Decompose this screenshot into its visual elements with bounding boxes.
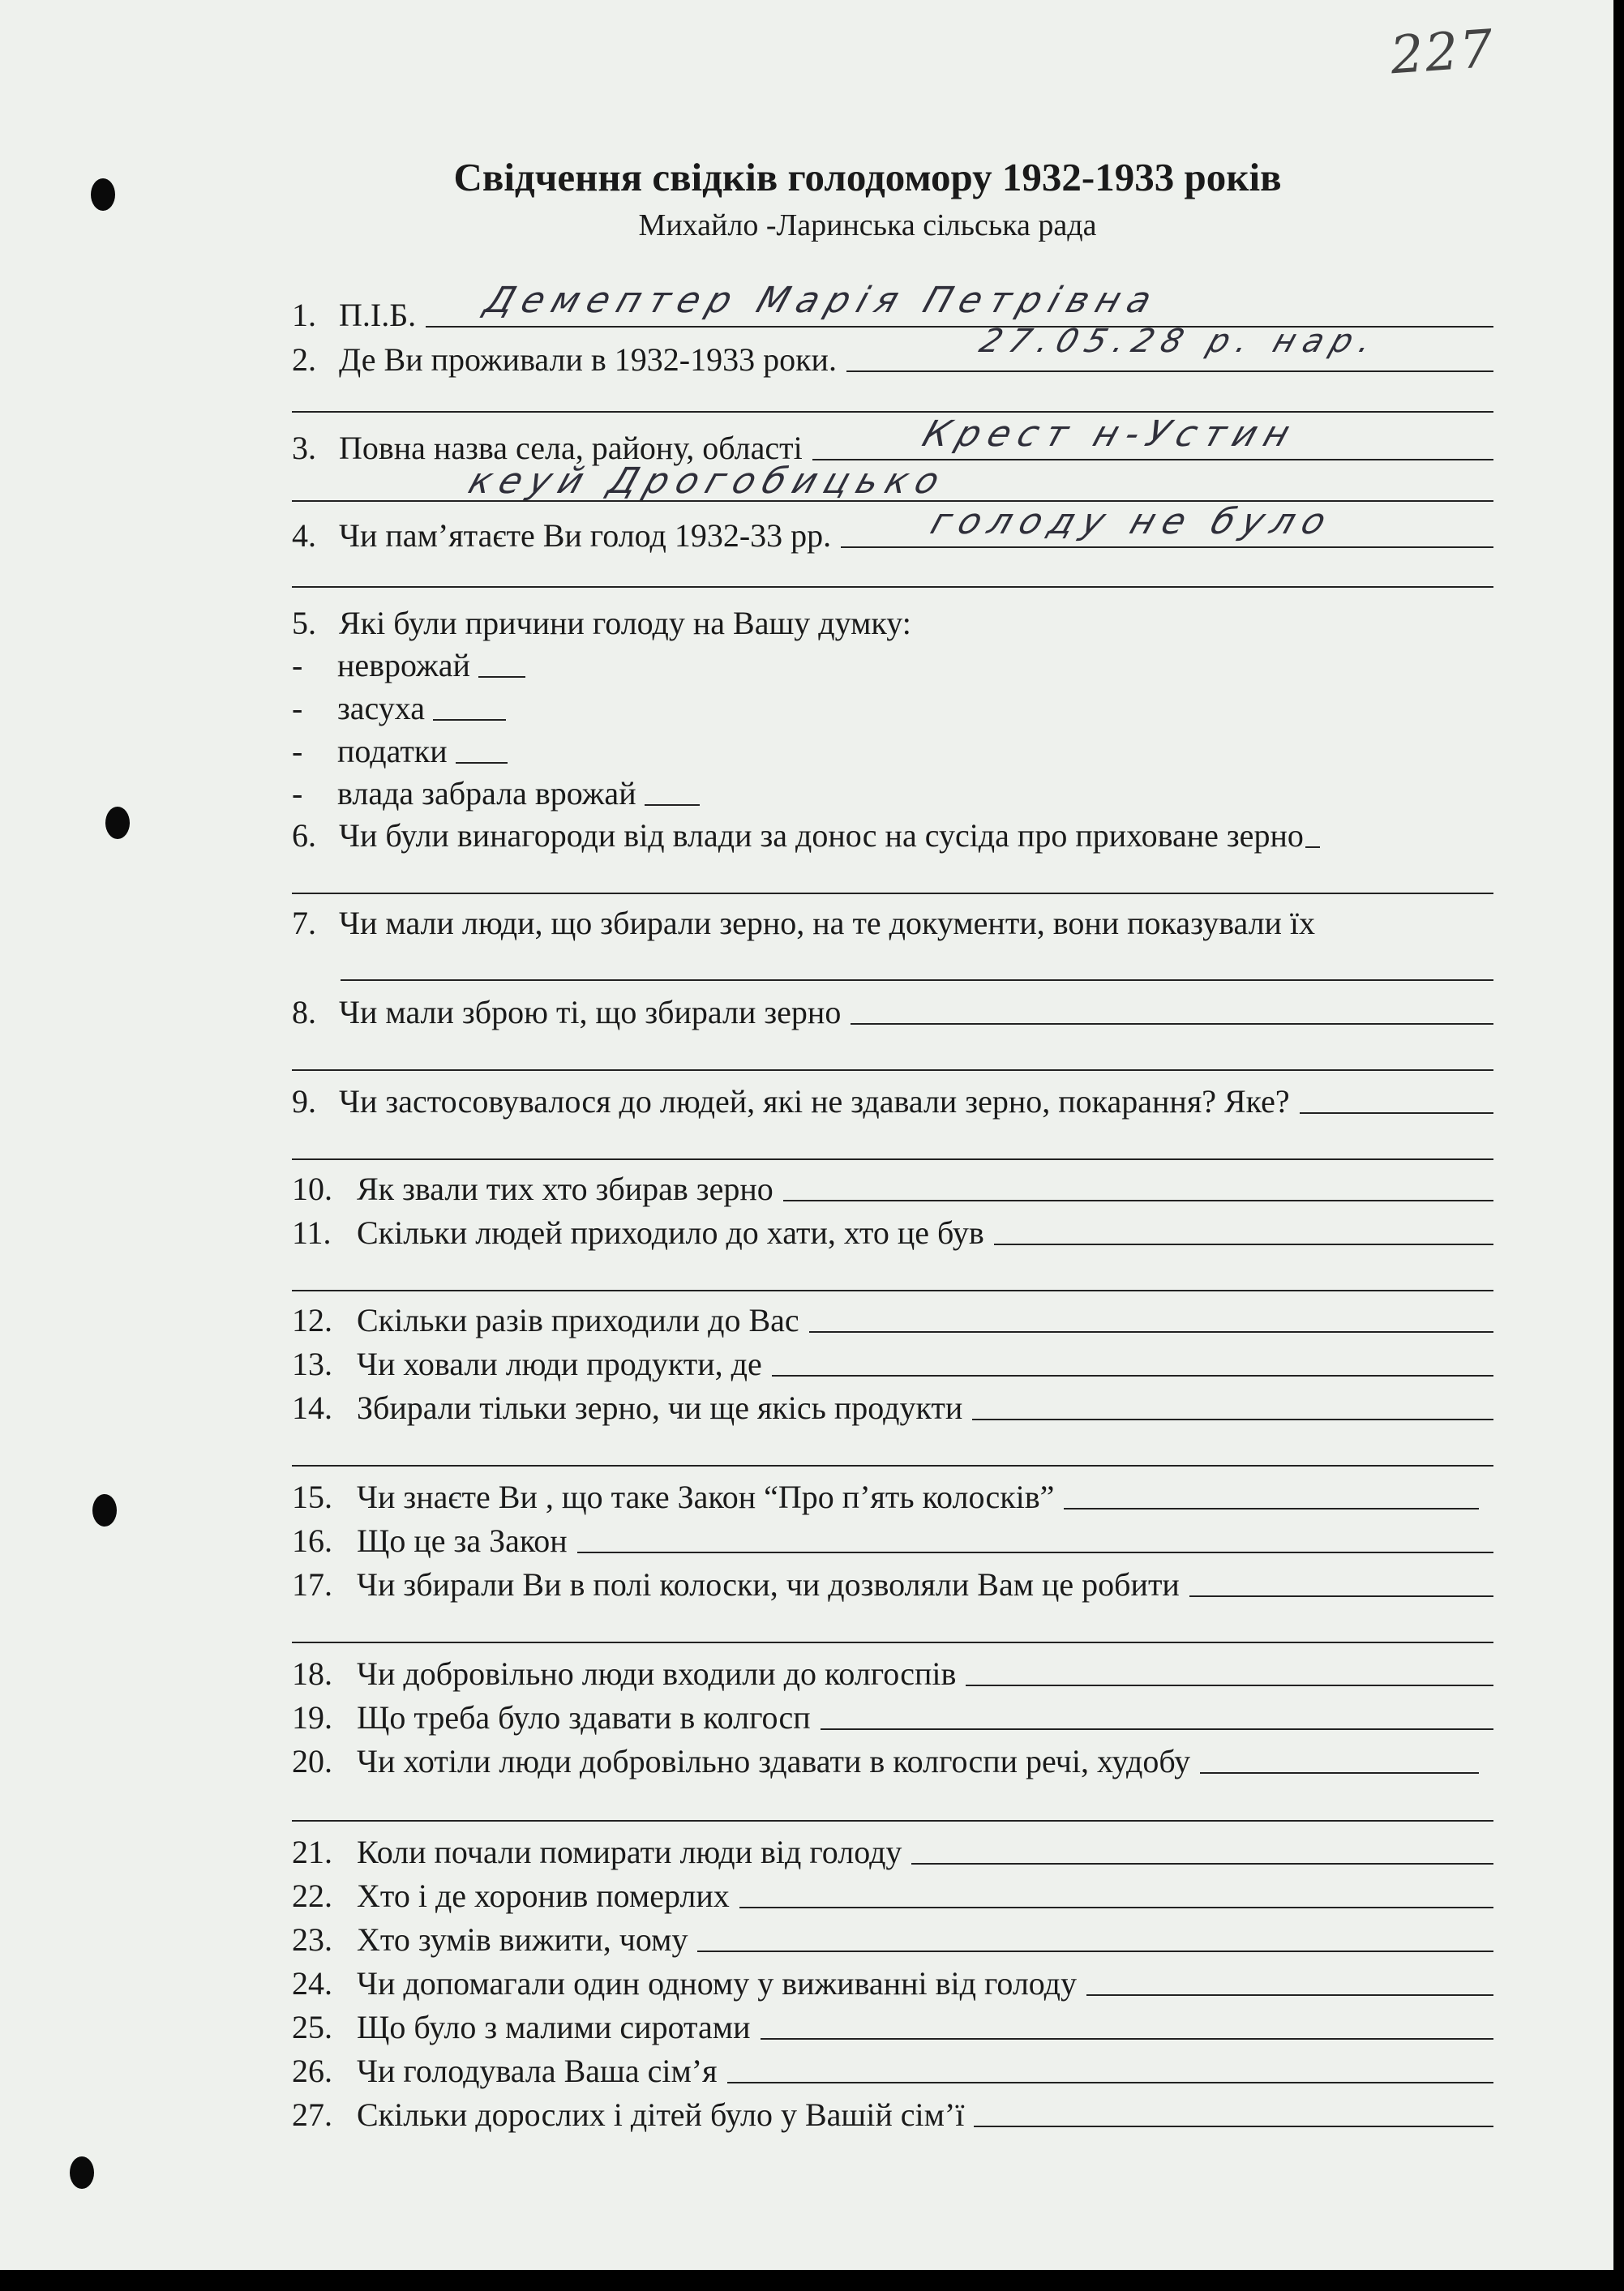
question-2: 2. Де Ви проживали в 1932-1933 роки. <box>292 336 1493 379</box>
question-21: 21. Коли почали помирати люди від голоду <box>292 1829 1493 1871</box>
question-11: 11. Скільки людей приходило до хати, хто це був <box>292 1210 1493 1252</box>
question-16: 16. Що це за Закон <box>292 1518 1493 1560</box>
question-5: 5. Які були причини голоду на Вашу думку: <box>292 605 911 641</box>
question-9: 9. Чи застосовувалося до людей, які не здавали зерно, покарання? Яке? <box>292 1078 1493 1120</box>
question-18: 18. Чи добровільно люди входили до колгоспів <box>292 1651 1493 1693</box>
cause-option: - податки <box>292 728 1493 770</box>
question-10: 10. Як звали тих хто збирав зерно <box>292 1166 1493 1208</box>
cause-option: - засуха <box>292 685 1493 727</box>
cause-option: - влада забрала врожай <box>292 770 1493 812</box>
question-20: 20. Чи хотіли люди добровільно здавати в колгоспи речі, худобу <box>292 1738 1493 1780</box>
handwritten-name: Демептер Марія Петрівна <box>479 280 1165 321</box>
question-23: 23. Хто зумів вижити, чому <box>292 1916 1493 1959</box>
question-25: 25. Що було з малими сиротами <box>292 2004 1493 2046</box>
question-19: 19. Що треба було здавати в колгосп <box>292 1694 1493 1736</box>
archive-page-number: 227 <box>1388 19 1497 87</box>
question-1: 1. П.І.Б. <box>292 292 1493 334</box>
question-6: 6. Чи були винагороди від влади за донос на сусіда про приховане зерно <box>292 812 1493 854</box>
handwritten-place-line2: кеуй Дрогобицько <box>463 460 953 502</box>
handwritten-remember: голоду не було <box>925 501 1339 542</box>
punch-hole <box>70 2156 94 2189</box>
handwritten-place-line1: Крест н-Устин <box>917 413 1303 455</box>
question-12: 12. Скільки разів приходили до Вас <box>292 1297 1493 1339</box>
question-3: 3. Повна назва села, району, області <box>292 425 1493 467</box>
question-27: 27. Скільки дорослих і дітей було у Вашій сім’ї <box>292 2092 1493 2134</box>
question-7: 7. Чи мали люди, що збирали зерно, на те документи, вони показували їх <box>292 905 1316 941</box>
question-26: 26. Чи голодувала Ваша сім’я <box>292 2048 1493 2090</box>
question-15: 15. Чи знаєте Ви , що таке Закон “Про п’ять колосків” <box>292 1474 1493 1516</box>
question-17: 17. Чи збирали Ви в полі колоски, чи дозволяли Вам це робити <box>292 1561 1493 1604</box>
punch-hole <box>105 807 130 839</box>
question-4: 4. Чи пам’ятаєте Ви голод 1932-33 рр. <box>292 512 1493 555</box>
question-24: 24. Чи допомагали один одному у виживанні від голоду <box>292 1960 1493 2002</box>
punch-hole <box>92 1494 117 1527</box>
question-8: 8. Чи мали зброю ті, що збирали зерно <box>292 989 1493 1031</box>
handwritten-birth-date: 27.05.28 р. нар. <box>975 323 1385 360</box>
question-14: 14. Збирали тільки зерно, чи ще якісь продукти <box>292 1385 1493 1427</box>
page-title: Свідчення свідків голодомору 1932-1933 років <box>453 155 1282 199</box>
question-22: 22. Хто і де хоронив померлих <box>292 1873 1493 1915</box>
question-13: 13. Чи ховали люди продукти, де <box>292 1341 1493 1383</box>
page-subtitle: Михайло -Ларинська сільська рада <box>638 208 1097 242</box>
cause-option: - неврожай <box>292 642 1493 684</box>
